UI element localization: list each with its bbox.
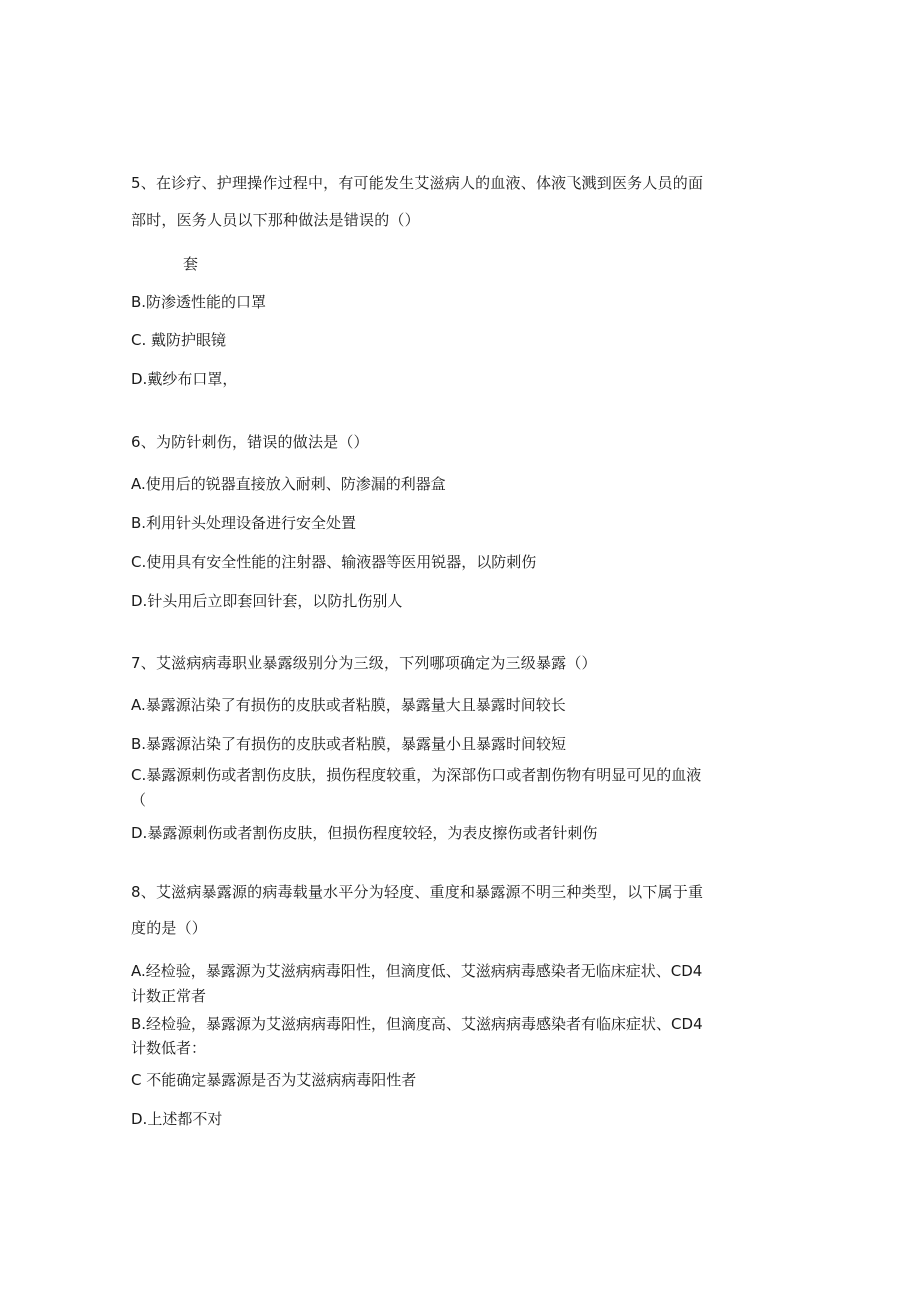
question-5-option-d: D.戴纱布口罩， bbox=[131, 370, 238, 388]
question-8-option-a: A.经检验，暴露源为艾滋病病毒阳性，但滴度低、艾滋病病毒感染者无临床症状、CD4 bbox=[131, 962, 703, 980]
question-7-option-a: A.暴露源沾染了有损伤的皮肤或者粘膜，暴露量大且暴露时间较长 bbox=[131, 696, 566, 714]
question-7-option-c: C.暴露源刺伤或者割伤皮肤，损伤程度较重，为深部伤口或者割伤物有明显可见的血液 bbox=[131, 766, 702, 784]
question-7-option-b: B.暴露源沾染了有损伤的皮肤或者粘膜，暴露量小且暴露时间较短 bbox=[131, 735, 567, 753]
question-8-stem-line-2: 度的是（） bbox=[131, 919, 208, 937]
question-8-option-b-continuation: 计数低者： bbox=[131, 1039, 207, 1057]
question-6-option-a: A.使用后的锐器直接放入耐刺、防渗漏的利器盒 bbox=[131, 475, 446, 493]
question-5-option-b: B.防渗透性能的口罩 bbox=[131, 293, 267, 311]
question-7-option-c-continuation: （ bbox=[131, 791, 147, 809]
question-8-option-c: C 不能确定暴露源是否为艾滋病病毒阳性者 bbox=[131, 1071, 417, 1089]
question-5-option-c: C. 戴防护眼镜 bbox=[131, 331, 227, 349]
question-7-stem: 7、艾滋病病毒职业暴露级别分为三级，下列哪项确定为三级暴露（） bbox=[131, 654, 597, 672]
question-5-stem-line-1: 5、在诊疗、护理操作过程中，有可能发生艾滋病人的血液、体液飞溅到医务人员的面 bbox=[131, 174, 704, 192]
question-8-option-a-continuation: 计数正常者 bbox=[131, 987, 207, 1005]
question-6-option-b: B.利用针头处理设备进行安全处置 bbox=[131, 514, 357, 532]
question-5-stem-line-2: 部时，医务人员以下那种做法是错误的（） bbox=[131, 211, 420, 229]
question-5-fragment: 套 bbox=[183, 255, 199, 273]
question-6-stem: 6、为防针刺伤，错误的做法是（） bbox=[131, 433, 369, 451]
question-6-option-c: C.使用具有安全性能的注射器、输液器等医用锐器，以防刺伤 bbox=[131, 553, 537, 571]
question-6-option-d: D.针头用后立即套回针套，以防扎伤别人 bbox=[131, 592, 403, 610]
question-8-option-b: B.经检验，暴露源为艾滋病病毒阳性，但滴度高、艾滋病病毒感染者有临床症状、CD4 bbox=[131, 1015, 703, 1033]
question-7-option-d: D.暴露源刺伤或者割伤皮肤，但损伤程度较轻，为表皮擦伤或者针刺伤 bbox=[131, 824, 598, 842]
question-8-option-d: D.上述都不对 bbox=[131, 1110, 223, 1128]
question-8-stem-line-1: 8、艾滋病暴露源的病毒载量水平分为轻度、重度和暴露源不明三种类型，以下属于重 bbox=[131, 883, 704, 901]
